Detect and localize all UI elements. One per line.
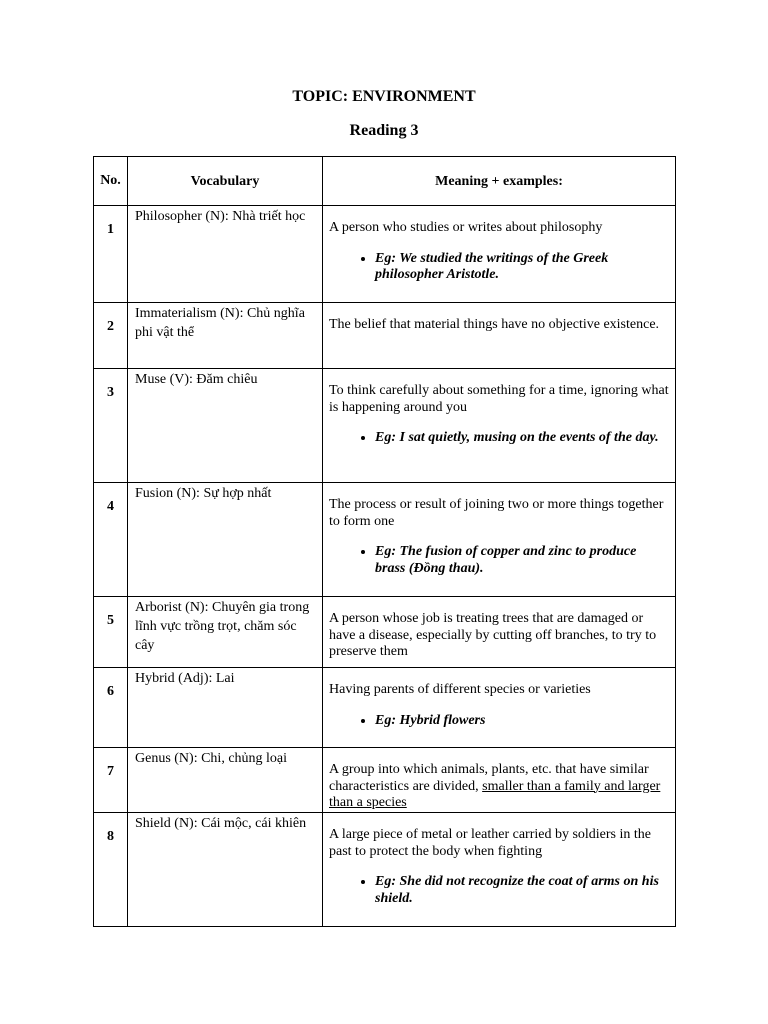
meaning-cell <box>323 813 676 927</box>
vocabulary-term: Genus (N): Chi, chủng loại <box>128 748 323 813</box>
example: • Eg: The fusion of copper and zinc to produce brass (Đồng thau). <box>375 544 667 577</box>
meaning-cell <box>323 369 676 483</box>
table-row <box>94 303 676 369</box>
document-title: TOPIC: ENVIRONMENT <box>292 88 476 105</box>
meaning-cell <box>323 668 676 748</box>
header-meaning: Meaning + examples: <box>323 157 676 206</box>
row-number: 4 <box>94 483 128 597</box>
meaning-cell <box>323 748 676 813</box>
header-no: No. <box>94 157 128 206</box>
definition: To think carefully about something for a time, ignoring what is happening around you <box>329 383 669 415</box>
vocabulary-term: Shield (N): Cái mộc, cái khiên <box>128 813 323 927</box>
vocabulary-table <box>93 156 676 927</box>
vocabulary-term: Muse (V): Đăm chiêu <box>128 369 323 483</box>
example: • Eg: I sat quietly, musing on the events of the day. <box>375 430 667 447</box>
row-number: 3 <box>94 369 128 483</box>
row-number: 6 <box>94 668 128 748</box>
table-header-row <box>94 157 676 206</box>
row-number: 5 <box>94 597 128 668</box>
vocabulary-term: Philosopher (N): Nhà triết học <box>128 206 323 303</box>
row-number: 1 <box>94 206 128 303</box>
definition: A person who studies or writes about philosophy <box>329 220 603 235</box>
vocabulary-term: Arborist (N): Chuyên gia trong lĩnh vực trồng trọt, chăm sóc cây <box>128 597 323 668</box>
definition: The process or result of joining two or more things together to form one <box>329 497 664 529</box>
example: • Eg: We studied the writings of the Greek philosopher Aristotle. <box>375 251 667 284</box>
row-number: 7 <box>94 748 128 813</box>
definition: The belief that material things have no objective existence. <box>329 317 660 332</box>
table-row <box>94 597 676 668</box>
underlined-phrase: smaller than a family and larger than a species <box>329 778 661 810</box>
meaning-cell <box>323 303 676 369</box>
table-row <box>94 206 676 303</box>
table-row <box>94 813 676 927</box>
document-subtitle: Reading 3 <box>349 122 419 139</box>
definition: Having parents of different species or varieties <box>329 682 591 697</box>
header-vocabulary: Vocabulary <box>128 157 323 206</box>
vocabulary-term: Hybrid (Adj): Lai <box>128 668 323 748</box>
example: • Eg: Hybrid flowers <box>375 713 667 730</box>
row-number: 8 <box>94 813 128 927</box>
table-row <box>94 668 676 748</box>
table-row <box>94 483 676 597</box>
definition: A person whose job is treating trees that are damaged or have a disease, especially by cutting off branches, to try to preserve them <box>329 611 657 659</box>
vocabulary-term: Immaterialism (N): Chủ nghĩa phi vật thể <box>128 303 323 369</box>
table-row <box>94 748 676 813</box>
row-number: 2 <box>94 303 128 369</box>
meaning-cell <box>323 483 676 597</box>
table-row <box>94 369 676 483</box>
vocabulary-term: Fusion (N): Sự hợp nhất <box>128 483 323 597</box>
meaning-cell <box>323 206 676 303</box>
definition: A large piece of metal or leather carried by soldiers in the past to protect the body when fighting <box>329 827 651 859</box>
example: • Eg: She did not recognize the coat of arms on his shield. <box>375 874 667 907</box>
meaning-cell <box>323 597 676 668</box>
definition: A group into which animals, plants, etc. that have similar characteristics are divided, smaller than a family and larger than a species <box>329 762 661 810</box>
